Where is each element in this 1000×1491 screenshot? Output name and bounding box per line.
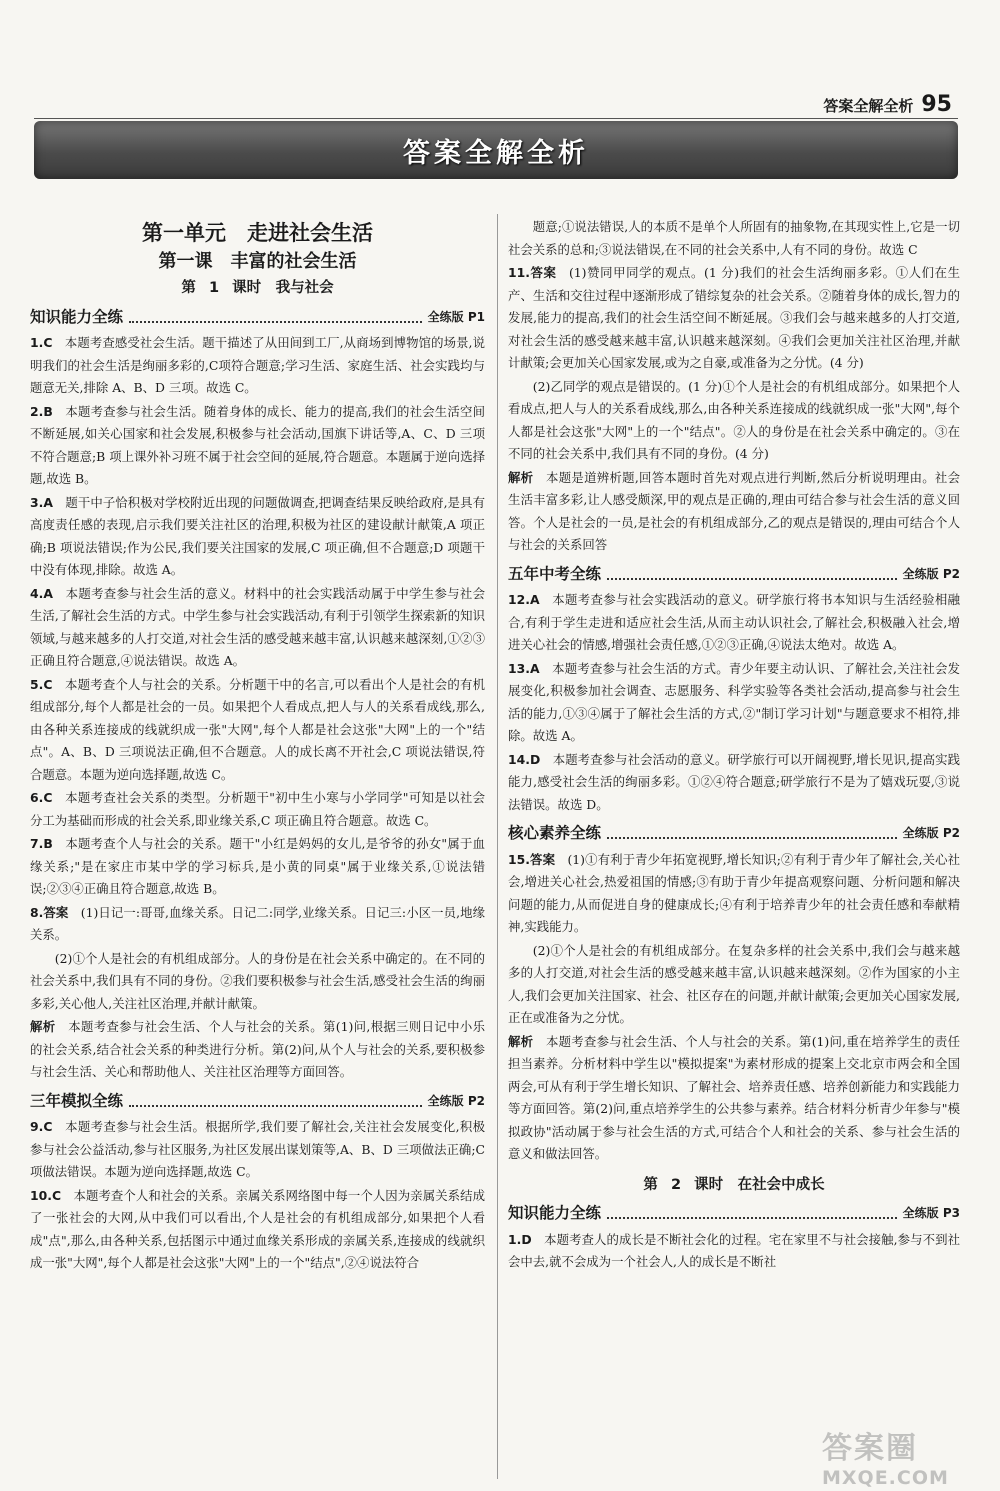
answer-list: [508, 849, 960, 1166]
left-column: [30, 212, 485, 1276]
section-dots: [607, 568, 897, 580]
lesson-title: 第一课 丰富的社会生活: [158, 250, 357, 272]
running-title: 答案全解全析: [823, 97, 914, 115]
section-ref: 全练版 P2: [427, 1093, 485, 1108]
answer-text: 本题考查参与社会生活的方式。青少年要主动认识、了解社会,关注社会发展变化,积极参加社会调查、志愿服务、科学实验等各类社会活动,提高参与社会生活的能力,①③④属于了解社会生活的方式,②"制订学习计划"与题意要求不相符,排除。故选 A。: [508, 660, 960, 743]
title-banner: [34, 121, 958, 179]
answer-number: 解析: [508, 1033, 534, 1049]
answer-text: 本题考查参与社会生活、个人与社会的关系。第(1)问,根据三则日记中小乐的社会关系,结合社会关系的种类进行分析。第(2)问,从个人与社会的关系,要积极参与社会生活、关心和帮助他人、关注社区治理等方面回答。: [30, 1019, 485, 1079]
answer-text: 本题考查感受社会生活。题干描述了从田间到工厂,从商场到博物馆的场景,说明我们的社会生活是绚丽多彩的,C项符合题意;学习生活、家庭生活、社会实践均与题意无关,排除 A、B、D 三项。故选 C。: [30, 335, 485, 395]
answer-text: 本题考查参与社会生活。根据所学,我们要了解社会,关注社会发展变化,积极参与社会公益活动,参与社区服务,为社区发展出谋划策等,A、B、D 三项做法正确;C 项做法错误。本题为逆向选择题,故选 C。: [30, 1119, 485, 1179]
section-title: 核心素养全练: [508, 824, 602, 842]
answer-list: [30, 1116, 485, 1275]
answer-text: (2)乙同学的观点是错误的。(1 分)①个人是社会的有机组成部分。如果把个人看成点,把人与人的关系看成线,那么,由各种关系连接成的线就织成一张"大网",每个人都是社会这张"大网"上的一个"结点"。②人的身份是在社会关系中确定的。③在不同的社会关系中,我们具有不同的身份。(4 分): [508, 378, 960, 461]
answer-item: [508, 216, 960, 261]
answer-text: (2)①个人是社会的有机组成部分。人的身份是在社会关系中确定的。在不同的社会关系中,我们具有不同的身份。②我们要积极参与社会生活,感受社会生活的绚丽多彩,关心他人,关注社区治理,并献计献策。: [30, 950, 485, 1011]
answer-item: [30, 833, 485, 901]
section-dots: [607, 1207, 897, 1219]
answer-item: [508, 262, 960, 375]
answer-text: 本题是道辨析题,回答本题时首先对观点进行判断,然后分析说明理由。社会生活丰富多彩,让人感受颇深,甲的观点是正确的,理由可结合参与社会生活的意义回答。个人是社会的一员,是社会的有机组成部分,乙的观点是错误的,理由可结合个人与社会的关系回答: [508, 469, 961, 552]
answer-number: 6.C: [30, 790, 53, 805]
hour-title: 第 2 课时 在社会中成长: [643, 1176, 825, 1193]
answer-number: 7.B: [30, 836, 53, 851]
watermark-url: MXQE.COM: [822, 1467, 949, 1489]
answer-list: [508, 589, 960, 816]
banner-title: 答案全解全析: [403, 137, 589, 169]
answer-list: [508, 216, 960, 557]
answer-number: 4.A: [30, 585, 53, 601]
section-header: [30, 306, 485, 329]
section-header: [508, 822, 960, 845]
section-header: [508, 1202, 960, 1225]
section-dots: [607, 827, 897, 839]
right-column: [508, 216, 960, 1275]
answer-item: [30, 674, 485, 787]
answer-item: [30, 1016, 485, 1084]
answer-number: 13.A: [508, 660, 540, 676]
answer-number: 3.A: [30, 494, 53, 510]
section-title: 五年中考全练: [508, 564, 602, 583]
answer-text: (1)①有利于青少年拓宽视野,增长知识;②有利于青少年了解社会,关心社会,增进关心社会,热爱祖国的情感;③有助于青少年提高观察问题、分析问题和解决问题的能力,从而促进自身的健康成长;④有利于培养青少年的社会责任感和奉献精神,实践能力。: [508, 851, 960, 934]
answer-text: 本题考查个人和社会的关系。亲属关系网络图中每一个人因为亲属关系结成了一张社会的大网,从中我们可以看出,个人是社会的有机组成部分,如果把个人看成"点",那么,由各种关系,包括图示中通过血缘关系形成的亲属关系,连接成的线就织成一张"大网",每个人都是社会这张"大网"上的一个"结点",②④说法符合: [30, 1187, 485, 1270]
answer-text: 本题考查参与社会生活。随着身体的成长、能力的提高,我们的社会生活空间不断延展,如关心国家和社会发展,积极参与社会活动,国旗下讲话等,A、C、D 三项不符合题意;B 项上课外补习班不属于社会空间的延展,符合题意。本题属于逆向选择题,故选 B。: [30, 403, 485, 486]
answer-number: 1.D: [508, 1231, 532, 1247]
answer-item: [30, 1185, 485, 1275]
answer-item: [508, 849, 960, 939]
section-title: 知识能力全练: [508, 1204, 602, 1222]
section-ref: 全练版 P3: [902, 1206, 960, 1220]
section-dots: [129, 311, 422, 323]
answer-number: 5.C: [30, 676, 53, 692]
answer-number: 8.答案: [30, 904, 69, 920]
answer-item: [508, 589, 960, 657]
section-ref: 全练版 P2: [902, 826, 960, 840]
answer-item: [508, 467, 960, 557]
answer-text: 题意;①说法错误,人的本质不是单个人所固有的抽象物,在其现实性上,它是一切社会关系的总和;③说法错误,在不同的社会关系中,人有不同的身份。故选 C: [508, 219, 960, 257]
answer-number: 14.D: [508, 751, 541, 767]
section-header: [30, 1090, 485, 1113]
answer-item: [30, 583, 485, 673]
answer-text: 本题考查人的成长是不断社会化的过程。宅在家里不与社会接触,参与不到社会中去,就不会成为一个社会人,人的成长是不断社: [508, 1231, 960, 1269]
section-ref: 全练版 P2: [902, 566, 960, 581]
answer-item: [30, 948, 485, 1016]
section-dots: [129, 1095, 422, 1107]
watermark: [822, 1423, 982, 1489]
answer-number: 11.答案: [508, 265, 557, 280]
answer-item: [508, 1031, 960, 1166]
answer-item: [508, 940, 960, 1030]
column-divider: [497, 214, 498, 1479]
answer-text: (1)日记一:哥哥,血缘关系。日记二:同学,业缘关系。日记三:小区一员,地缘关系。: [30, 904, 485, 942]
answer-number: 10.C: [30, 1187, 62, 1203]
answer-text: 本题考查参与社会活动的意义。研学旅行可以开阔视野,增长见识,提高实践能力,感受社会生活的绚丽多彩。①②④符合题意;研学旅行不是为了嬉戏玩耍,③说法错误。故选 D。: [508, 751, 960, 812]
answer-text: 本题考查个人与社会的关系。分析题干中的名言,可以看出个人是社会的有机组成部分,每个人都是社会的一员。如果把个人看成点,把人与人的关系看成线,那么,由各种关系连接成的线就织成一张"大网",每个人都是社会这张"大网"上的一个"结点"。A、B、D 三项说法正确,但不合题意。人的成长离不开社会,C 项说法错误,符合题意。本题为逆向选择题,故选 C。: [30, 676, 485, 782]
answer-text: 本题考查参与社会生活的意义。材料中的社会实践活动属于中学生参与社会生活,了解社会生活的方式。中学生参与社会实践活动,有利于引领学生探索新的知识领域,与越来越多的人打交道,对社会生活的感受越来越丰富,认识越来越深刻,①②③正确且符合题意,④说法错误。故选 A。: [30, 585, 485, 668]
unit-title: 第一单元 走进社会生活: [142, 221, 373, 245]
section-title: 三年模拟全练: [30, 1091, 124, 1110]
answer-text: 本题考查参与社会实践活动的意义。研学旅行将书本知识与生活经验相融合,有利于学生走进和适应社会生活,从而主动认识社会,了解社会,积极融入社会,增进关心社会的情感,增强社会责任感,①②③正确,④说法太绝对。故选 A。: [508, 592, 960, 652]
answer-item: [30, 787, 485, 832]
watermark-logo: 答案圈: [822, 1431, 918, 1466]
answer-item: [508, 376, 960, 466]
page-number: 95: [921, 92, 952, 117]
answer-item: [508, 749, 960, 817]
answer-number: 2.B: [30, 403, 53, 419]
answer-item: [30, 332, 485, 400]
answer-text: 本题考查参与社会生活、个人与社会的关系。第(1)问,重在培养学生的责任担当素养。分析材料中学生以"模拟提案"为素材形成的提案上交北京市两会和全国两会,可从有利于学生增长知识、了解社会、培养责任感、培养创新能力和实践能力等方面回答。第(2)问,重点培养学生的公共参与素养。结合材料分析青少年参与"模拟政协"活动属于参与社会生活的方式,可结合个人和社会的关系、参与社会生活的意义和做法回答。: [508, 1033, 960, 1161]
answer-list: [30, 332, 485, 1084]
answer-number: 12.A: [508, 592, 540, 607]
answer-text: (1)赞同甲同学的观点。(1 分)我们的社会生活绚丽多彩。①人们在生产、生活和交往过程中逐渐形成了错综复杂的社会关系。②随着身体的成长,智力的发展,能力的提高,我们的社会生活空间不断延展。③我们会与越来越多的人打交道,对社会生活的感受越来越丰富,认识越来越深刻。④我们会更加关注社区治理,并献计献策;会更加关心国家发展,或为之自豪,或准备为之分忧。(4 分): [508, 265, 960, 370]
answer-number: 15.答案: [508, 851, 556, 867]
answer-text: (2)①个人是社会的有机组成部分。在复杂多样的社会关系中,我们会与越来越多的人打交道,对社会生活的感受越来越丰富,认识越来越深刻。②作为国家的小主人,我们会更加关注国家、社会、社区存在的问题,并献计献策;会更加关心国家发展,正在或准备为之分忧。: [508, 942, 960, 1025]
answer-number: 1.C: [30, 335, 53, 350]
answer-list: [508, 1229, 960, 1274]
answer-number: 解析: [508, 469, 534, 485]
section-header: [508, 563, 960, 586]
answer-text: 本题考查社会关系的类型。分析题干"初中生小寒与小学同学"可知是以社会分工为基础而形成的社会关系,即业缘关系,C 项正确且符合题意。故选 C。: [30, 790, 485, 828]
page-header: [823, 92, 952, 117]
section-title: 知识能力全练: [30, 307, 124, 326]
answer-number: 解析: [30, 1019, 56, 1034]
answer-item: [508, 1229, 960, 1274]
answer-number: 9.C: [30, 1119, 53, 1134]
header-rule: [34, 118, 958, 119]
answer-item: [30, 902, 485, 947]
answer-item: [30, 401, 485, 491]
section-ref: 全练版 P1: [427, 309, 485, 324]
answer-item: [508, 658, 960, 748]
hour-title: 第 1 课时 我与社会: [181, 280, 334, 296]
answer-text: 题干中子恰积极对学校附近出现的问题做调查,把调查结果反映给政府,是具有高度责任感的表现,启示我们要关注社区的治理,积极为社区的建设献计献策,A 项正确;B 项说法错误;作为公民,我们要关注国家的发展,C 项正确,但不合题意;D 项题干中没有体现,排除。故选 A。: [30, 494, 485, 577]
answer-item: [30, 492, 485, 582]
answer-text: 本题考查个人与社会的关系。题干"小红是妈妈的女儿,是爷爷的孙女"属于血缘关系;"是在家庄市某中学的学习标兵,是小黄的同桌"属于业缘关系,①说法错误;②③④正确且符合题意,故选 B。: [30, 836, 485, 896]
answer-item: [30, 1116, 485, 1184]
